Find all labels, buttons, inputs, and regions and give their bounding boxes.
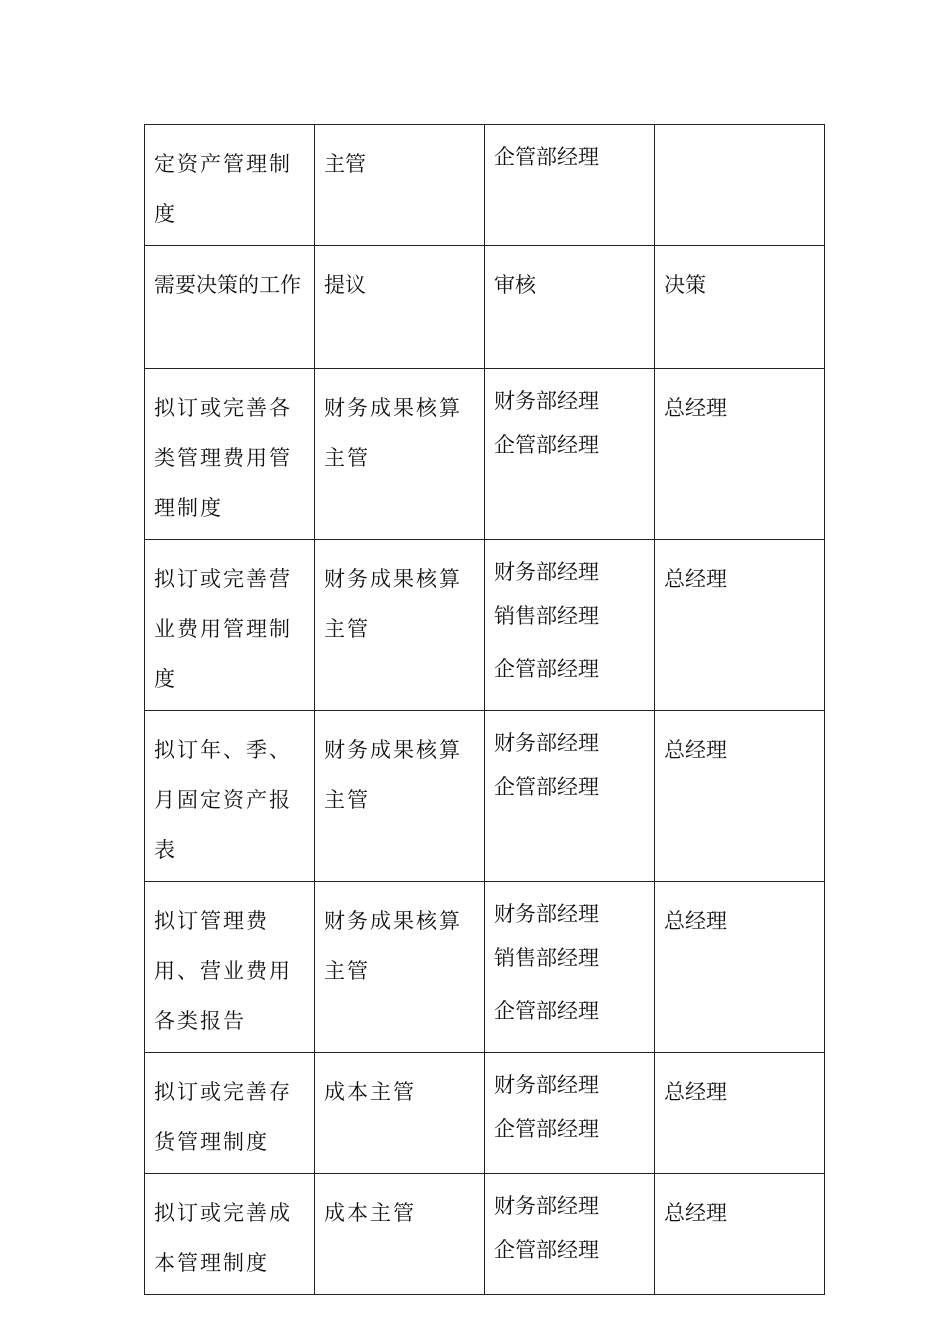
review-cell bbox=[485, 882, 655, 1053]
header-review: 审核 bbox=[485, 246, 655, 369]
review-cell bbox=[485, 711, 655, 882]
review-line: 财务部经理 bbox=[494, 560, 599, 584]
work-cell: 拟订或完善存货管理制度 bbox=[145, 1053, 315, 1174]
review-cell bbox=[485, 1053, 655, 1174]
propose-cell: 财务成果核算主管 bbox=[315, 540, 485, 711]
review-line: 销售部经理 bbox=[494, 946, 599, 970]
review-cell bbox=[485, 540, 655, 711]
work-cell: 拟订管理费用、营业费用各类报告 bbox=[145, 882, 315, 1053]
table-row-continued bbox=[145, 125, 825, 246]
decide-cell: 总经理 bbox=[655, 540, 825, 711]
decide-cell: 总经理 bbox=[655, 711, 825, 882]
propose-cell: 成本主管 bbox=[315, 1053, 485, 1174]
table-row bbox=[145, 1053, 825, 1174]
review-line: 财务部经理 bbox=[494, 731, 599, 755]
header-propose: 提议 bbox=[315, 246, 485, 369]
table-row bbox=[145, 882, 825, 1053]
decide-cell: 总经理 bbox=[655, 1174, 825, 1295]
header-decide: 决策 bbox=[655, 246, 825, 369]
propose-cell: 主管 bbox=[315, 125, 485, 246]
decide-cell: 总经理 bbox=[655, 882, 825, 1053]
header-work: 需要决策的工作 bbox=[145, 246, 315, 369]
review-cell bbox=[485, 369, 655, 540]
review-line: 企管部经理 bbox=[494, 657, 599, 681]
propose-cell: 财务成果核算主管 bbox=[315, 369, 485, 540]
work-cell: 定资产管理制度 bbox=[145, 125, 315, 246]
review-line: 销售部经理 bbox=[494, 604, 599, 628]
propose-cell: 财务成果核算主管 bbox=[315, 711, 485, 882]
decide-cell: 总经理 bbox=[655, 369, 825, 540]
table-row bbox=[145, 540, 825, 711]
decision-table bbox=[144, 124, 825, 1295]
decide-cell: 总经理 bbox=[655, 1053, 825, 1174]
review-line: 企管部经理 bbox=[494, 775, 599, 799]
table-header-row bbox=[145, 246, 825, 369]
decide-cell bbox=[655, 125, 825, 246]
review-line: 财务部经理 bbox=[494, 902, 599, 926]
table-row bbox=[145, 369, 825, 540]
review-cell bbox=[485, 125, 655, 246]
review-line: 企管部经理 bbox=[494, 145, 599, 169]
review-line: 企管部经理 bbox=[494, 433, 599, 457]
work-cell: 拟订年、季、月固定资产报表 bbox=[145, 711, 315, 882]
work-cell: 拟订或完善成本管理制度 bbox=[145, 1174, 315, 1295]
review-line: 财务部经理 bbox=[494, 1073, 599, 1097]
review-line: 企管部经理 bbox=[494, 1238, 599, 1262]
review-line: 财务部经理 bbox=[494, 1194, 599, 1218]
review-cell bbox=[485, 1174, 655, 1295]
review-line: 企管部经理 bbox=[494, 1117, 599, 1141]
table-row bbox=[145, 1174, 825, 1295]
propose-cell: 财务成果核算主管 bbox=[315, 882, 485, 1053]
table-body bbox=[145, 369, 825, 1295]
propose-cell: 成本主管 bbox=[315, 1174, 485, 1295]
work-cell: 拟订或完善营业费用管理制度 bbox=[145, 540, 315, 711]
table-row bbox=[145, 711, 825, 882]
work-cell: 拟订或完善各类管理费用管理制度 bbox=[145, 369, 315, 540]
review-line: 财务部经理 bbox=[494, 389, 599, 413]
review-line: 企管部经理 bbox=[494, 999, 599, 1023]
